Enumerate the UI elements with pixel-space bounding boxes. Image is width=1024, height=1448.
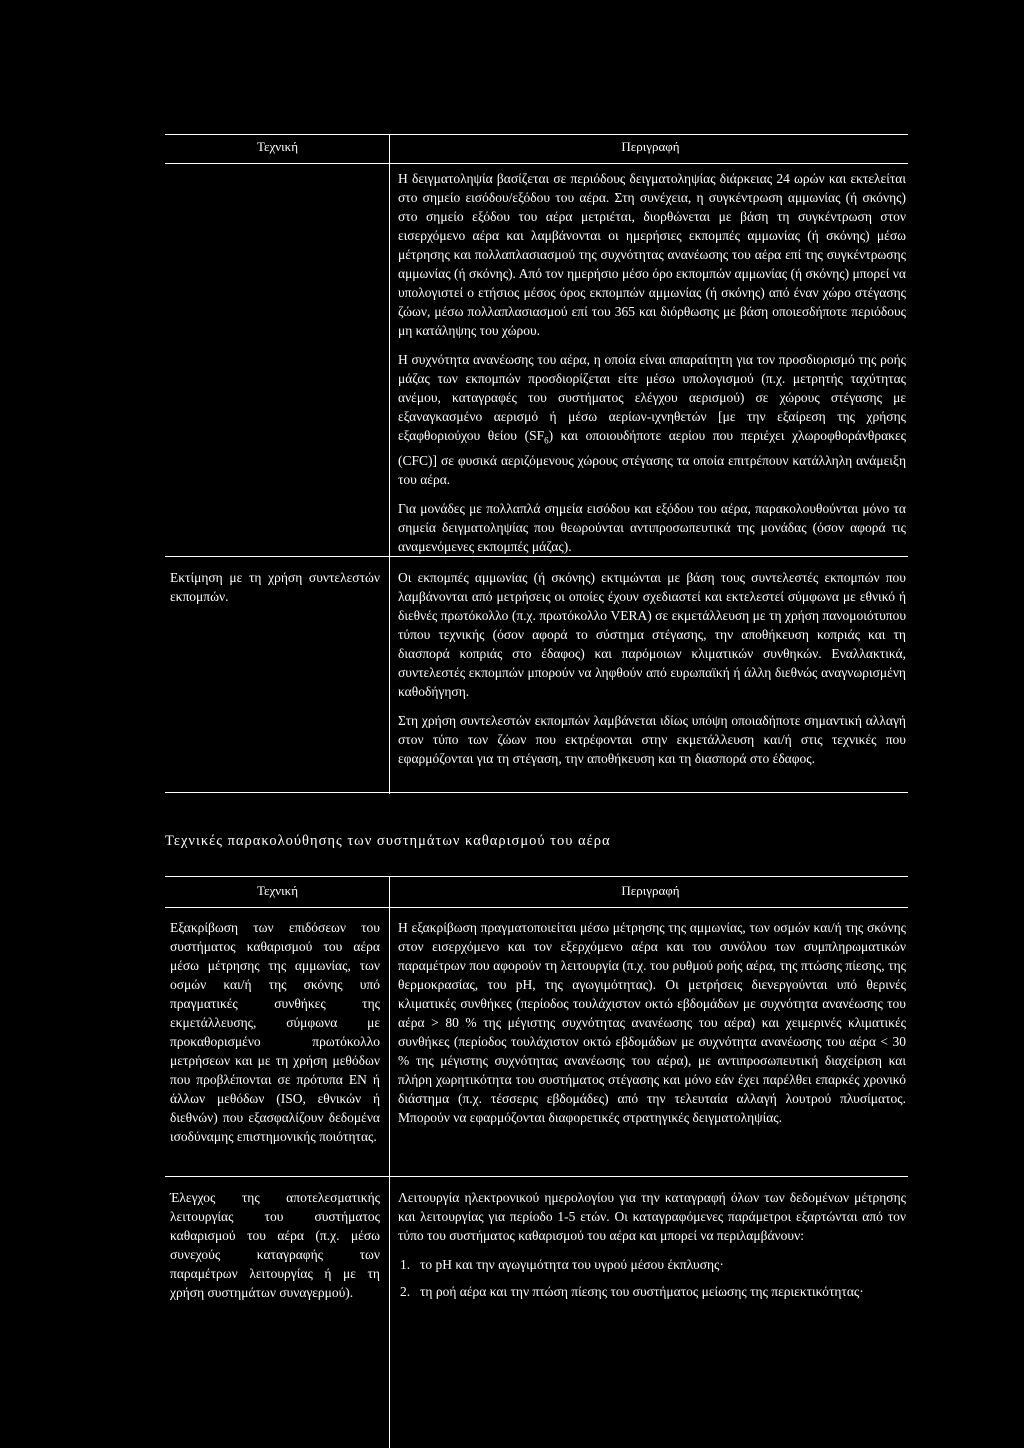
row1-rule bbox=[165, 556, 908, 557]
row2-description bbox=[398, 568, 906, 768]
list-item-text: τη ροή αέρα και την πτώση πίεσης του συστήματος μείωσης της περιεκτικότητας· bbox=[420, 1284, 864, 1299]
row1-description bbox=[398, 169, 906, 556]
air-cleaning-table bbox=[165, 876, 908, 1448]
table2-header-rule bbox=[165, 907, 908, 908]
list-item-number: 1. bbox=[400, 1257, 411, 1272]
header-description: Περιγραφή bbox=[621, 139, 680, 154]
section-title: Τεχνικές παρακολούθησης των συστημάτων καθαρισμού του αέρα bbox=[165, 833, 611, 849]
list-item-number: 2. bbox=[400, 1284, 411, 1299]
row2-paragraph-2: Στη χρήση συντελεστών εκπομπών λαμβάνεται ιδίως υπόψη οποιαδήποτε σημαντική αλλαγή στον τύπο των ζώων που εκτρέφονται στην εκμετάλλευση και/ή στις τεχνικές που εφαρμόζονται για τη στέγαση, την αποθήκευση και τη διασπορά στο έδαφος. bbox=[398, 713, 906, 766]
table2-header-technique: Τεχνική bbox=[257, 883, 298, 898]
list-item bbox=[398, 1282, 906, 1301]
row1-paragraph-2-text: Η συχνότητα ανανέωσης του αέρα, η οποία είναι απαραίτητη για τον προσδιορισμό της ροής μάζας των εκπομπών προσδιορίζεται είτε μέσω υπολογισμού (π.χ. μετρητής ταχύτητας ανέμου, καταγραφές του συστήματος ελέγχου αερισμού) σε χώρους στέγασης με εξαναγκασμένο αερισμό ή μέσω αερίων-ιχνηθετών [με την εξαίρεση της χρήσης εξαφθοριούχου θείου (SF bbox=[398, 352, 906, 443]
row1-paragraph-2 bbox=[398, 350, 906, 489]
column-divider bbox=[389, 134, 390, 794]
header-technique: Τεχνική bbox=[257, 139, 298, 154]
monitoring-table bbox=[165, 134, 908, 794]
row2-technique: Εκτίμηση με τη χρήση συντελεστών εκπομπών. bbox=[170, 570, 380, 604]
table2-row1-description: Η εξακρίβωση πραγματοποιείται μέσω μέτρησης της αμμωνίας, των οσμών και/ή της σκόνης στον εισερχόμενο και τον εξερχόμενο αέρα και του συνόλου των συμπληρωματικών παραμέτρων που αφορούν τη λειτουργία (π.χ. του ρυθμού ροής αέρα, της πτώσης πίεσης, της θερμοκρασίας, του pH, της αγωγιμότητας). Οι μετρήσεις διενεργούνται υπό θερινές κλιματικές συνθήκες (περίοδος τουλάχιστον οκτώ εβδομάδων με συχνότητα ανανέωσης του αέρα > 80 % της μέγιστης συχνότητας ανανέωσης του αέρα) και χειμερινές κλιματικές συνθήκες (περίοδος τουλάχιστον οκτώ εβδομάδων με συχνότητα ανανέωσης του αέρα < 30 % της μέγιστης συχνότητας ανανέωσης του αέρα), με αντιπροσωπευτική διαχείριση και πλήρη χωρητικότητα του συστήματος στέγασης και μόνο εάν έχει παρέλθει επαρκές χρονικό διάστημα (π.χ. τέσσερις εβδομάδες) από την τελευταία αλλαγή λουτρού πλυσίματος. Μπορούν να εφαρμόζονται διαφορετικές στρατηγικές δειγματοληψίας. bbox=[398, 920, 906, 1125]
table2-row1-technique: Εξακρίβωση των επιδόσεων του συστήματος καθαρισμού του αέρα μέσω μέτρησης της αμμωνίας, των οσμών και/ή της σκόνης υπό πραγματικές συνθήκες της εκμετάλλευσης, σύμφωνα με προκαθορισμένο πρωτόκολλο μετρήσεων και με τη χρήση μεθόδων που προβλέπονται σε πρότυπα EN ή άλλων μεθόδων (ISO, εθνικών ή διεθνών) που εξασφαλίζουν δεδομένα ισοδύναμης επιστημονικής ποιότητας. bbox=[170, 920, 380, 1144]
parameter-list bbox=[398, 1255, 906, 1301]
row1-paragraph-3: Για μονάδες με πολλαπλά σημεία εισόδου και εξόδου του αέρα, παρακολουθούνται μόνο τα σημεία δειγματοληψίας που θεωρούνται αντιπροσωπευτικά της μονάδας (όσον αφορά τις αναμενόμενες εκπομπές μάζας). bbox=[398, 500, 906, 554]
row1-paragraph-1: Η δειγματοληψία βασίζεται σε περιόδους δειγματοληψίας διάρκειας 24 ωρών και εκτελείται στο σημείο εισόδου/εξόδου του αέρα. Στη συνέχεια, η συγκέντρωση αμμωνίας (ή σκόνης) στο σημείο εξόδου του αέρα μετριέται, διορθώνεται με βάση τη συγκέντρωση στον εισερχόμενο αέρα και λαμβάνονται οι ημερήσιες εκπομπές αμμωνίας (ή σκόνης) μέσω μέτρησης και πολλαπλασιασμού της συχνότητας ανανέωσης του αέρα επί της συγκέντρωσης αμμωνίας (ή σκόνης). Από τον ημερήσιο μέσο όρο εκπομπών αμμωνίας (ή σκόνης) μπορεί να υπολογιστεί ο ετήσιος μέσος όρος εκπομπών αμμωνίας (ή σκόνης) από έναν χώρο στέγασης ζώων, μέσω πολλαπλασιασμού επί του 365 και διόρθωσης με βάση οποιεσδήποτε περιόδους μη κατάληψης του χώρου. bbox=[398, 171, 906, 338]
table2-top-rule bbox=[165, 876, 908, 877]
table-top-rule bbox=[165, 134, 908, 135]
list-item bbox=[398, 1255, 906, 1274]
table2-header-description: Περιγραφή bbox=[621, 883, 680, 898]
table2-column-divider bbox=[389, 876, 390, 1448]
list-item-text: το pH και την αγωγιμότητα του υγρού μέσου έκπλυσης· bbox=[420, 1257, 724, 1272]
table2-row2-technique: Έλεγχος της αποτελεσματικής λειτουργίας του συστήματος καθαρισμού του αέρα (π.χ. μέσω συνεχούς καταγραφής των παραμέτρων λειτουργίας ή με τη χρήση συστημάτων συναγερμού). bbox=[170, 1190, 380, 1300]
table2-row2-intro: Λειτουργία ηλεκτρονικού ημερολογίου για την καταγραφή όλων των δεδομένων μέτρησης και λειτουργίας για περίοδο 1-5 ετών. Οι καταγραφόμενες παράμετροι εξαρτώνται από τον τύπο του συστήματος καθαρισμού του αέρα και μπορεί να περιλαμβάνουν: bbox=[398, 1190, 906, 1243]
row2-paragraph-1: Οι εκπομπές αμμωνίας (ή σκόνης) εκτιμώνται με βάση τους συντελεστές εκπομπών που λαμβάνονται από μετρήσεις οι οποίες έχουν σχεδιαστεί και εκτελεστεί σύμφωνα με εθνικό ή διεθνές πρωτόκολλο (π.χ. πρωτόκολλο VERA) σε εκμετάλλευση με τη χρήση πανομοιότυπου τύπου τεχνικής (όσον αφορά το σύστημα στέγασης, την αποθήκευση κοπριάς και τη διασπορά κοπριάς στο έδαφος) και παρόμοιων κλιματικών συνθηκών. Εναλλακτικά, συντελεστές εκπομπών μπορούν να ληφθούν από ευρωπαϊκή ή άλλη διεθνώς αναγνωρισμένη καθοδήγηση. bbox=[398, 570, 906, 699]
table2-row1-rule bbox=[165, 1176, 908, 1177]
table-bottom-rule bbox=[165, 792, 908, 793]
table2-row2-description bbox=[398, 1188, 906, 1301]
sf6-subscript: 6 bbox=[544, 435, 549, 446]
header-rule bbox=[165, 163, 908, 164]
row1-paragraph-2-tail: ) και οποιουδήποτε αερίου που περιέχει χλωροφθοράνθρακες (CFC)] σε φυσικά αεριζόμενους χώρους στέγασης τα οποία επιτρέπουν κατάλληλη ανάμειξη του αέρα. bbox=[398, 428, 906, 487]
